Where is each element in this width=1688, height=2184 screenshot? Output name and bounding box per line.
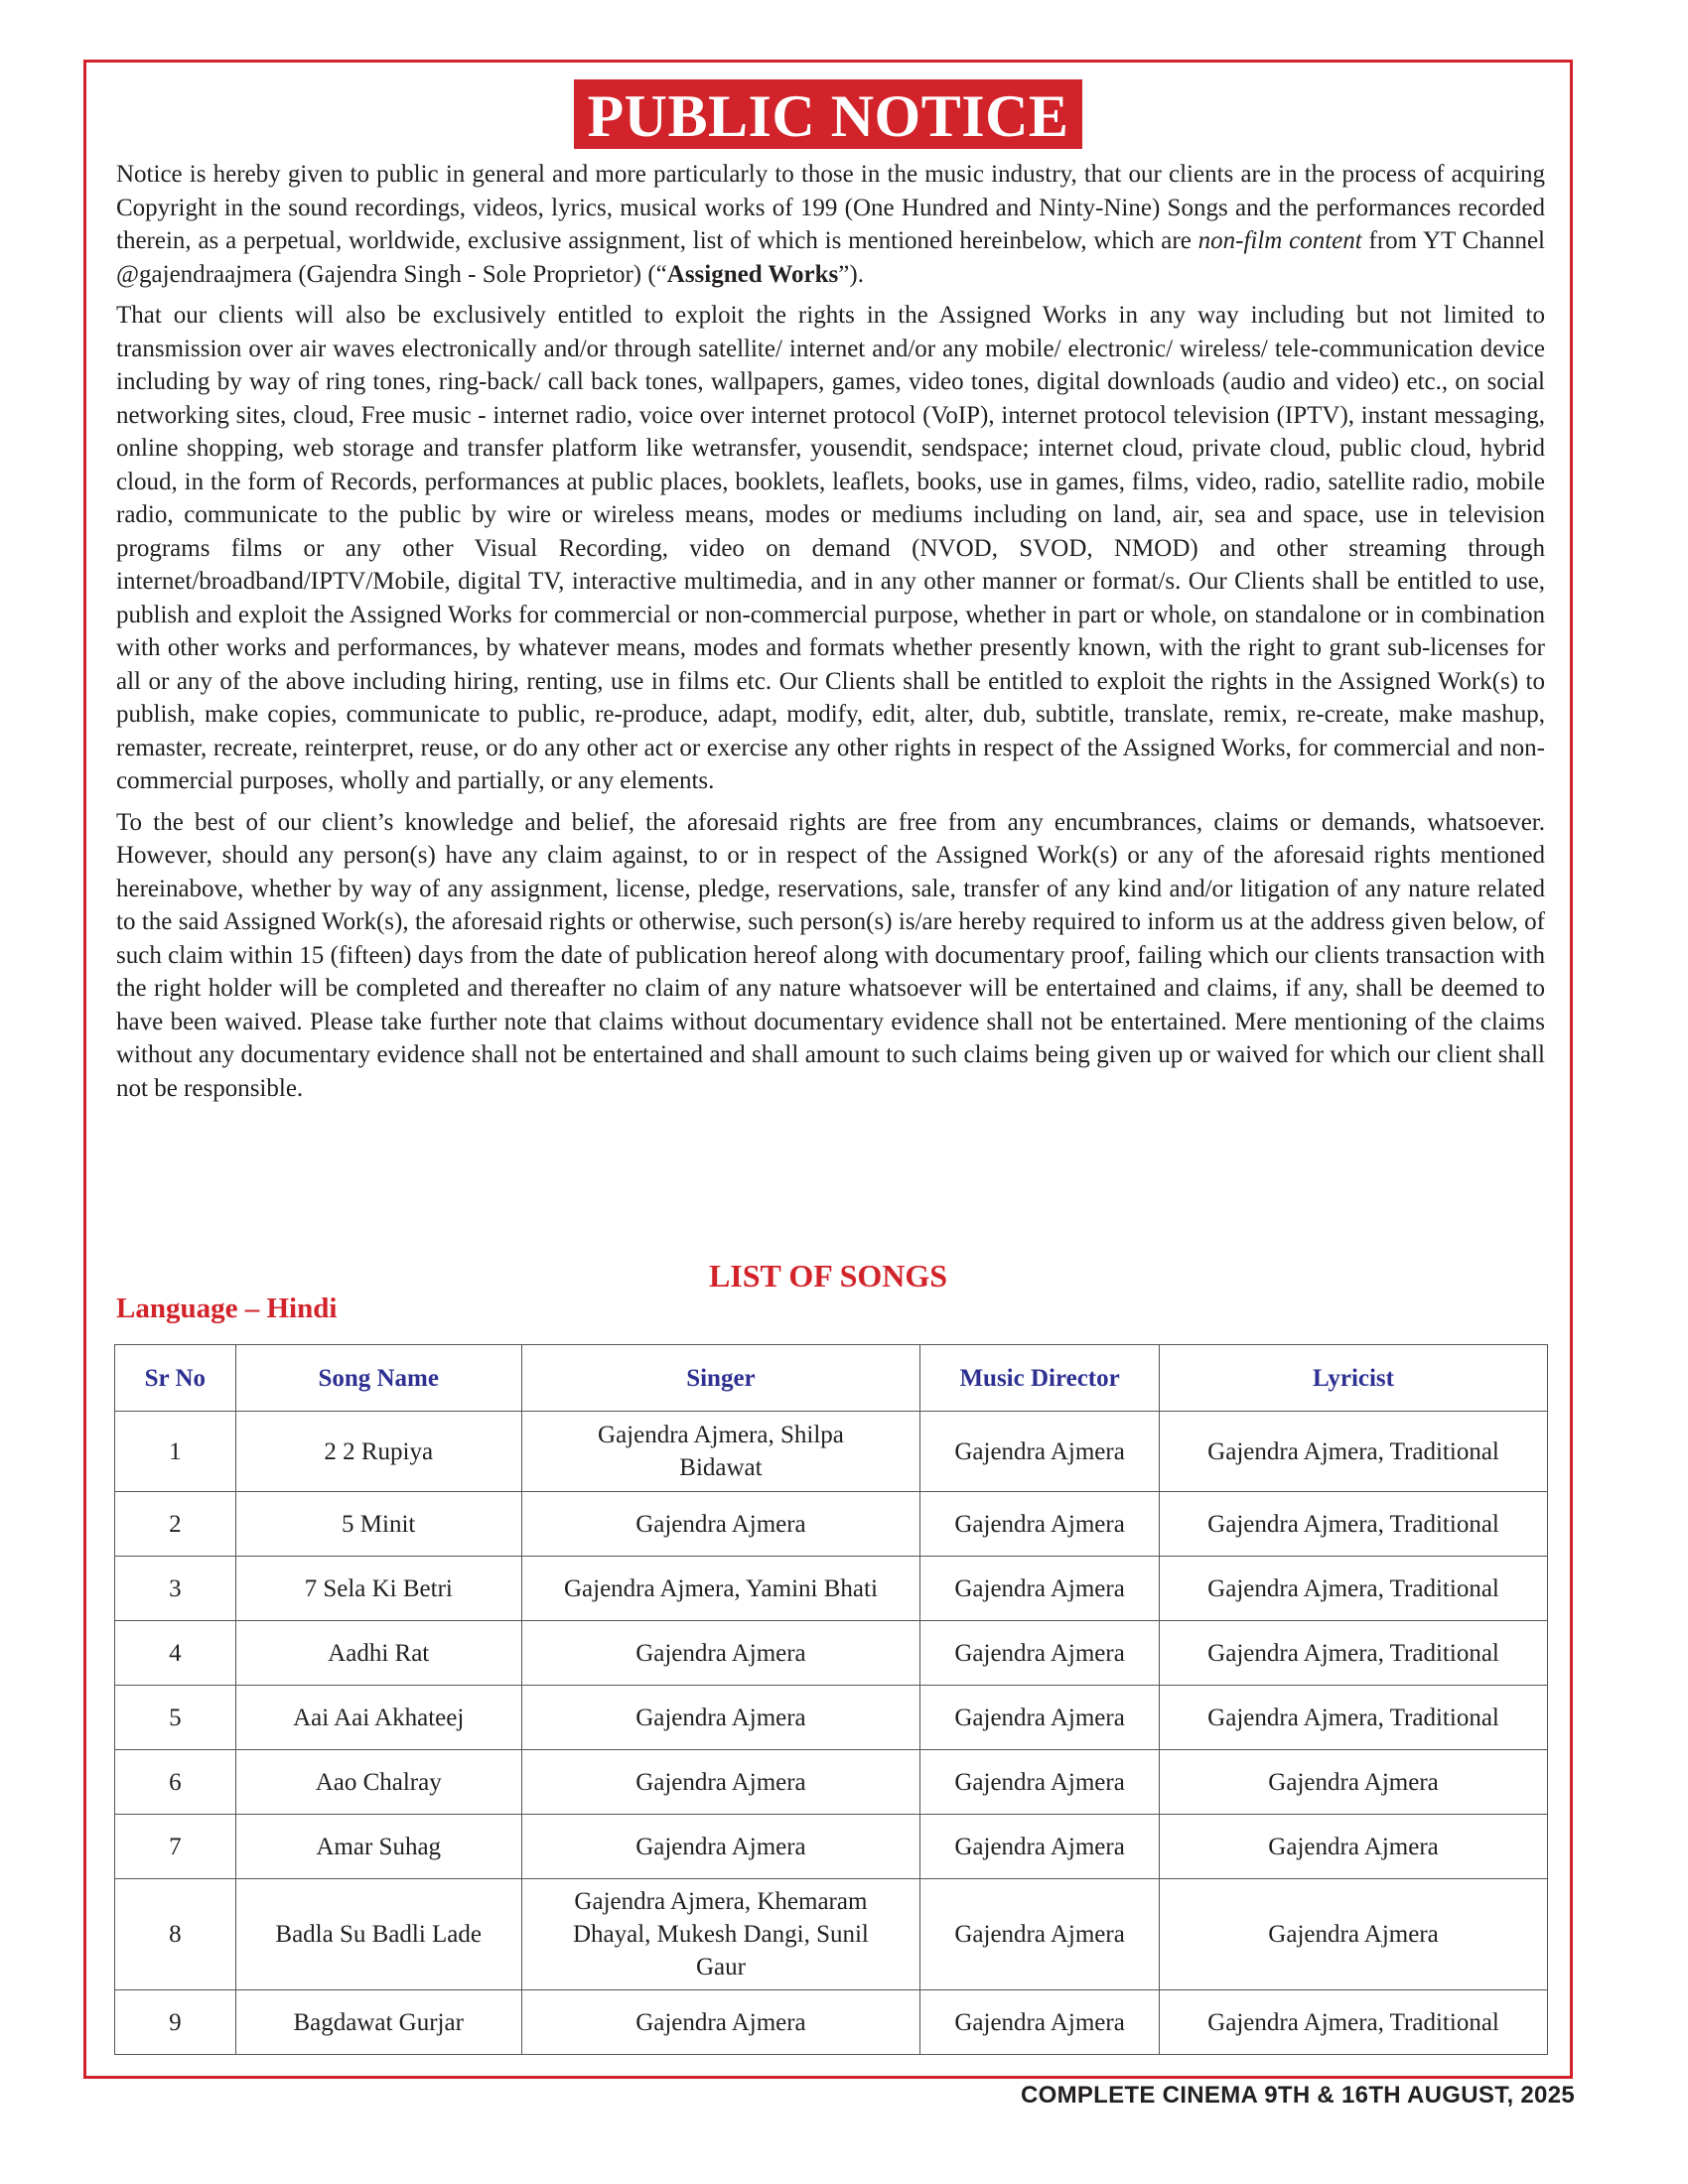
header-singer: Singer	[521, 1345, 919, 1412]
cell-music-director: Gajendra Ajmera	[920, 1621, 1160, 1686]
cell-lyricist: Gajendra Ajmera, Traditional	[1160, 1686, 1548, 1750]
songs-table	[114, 1344, 1548, 2055]
cell-sr-no: 3	[115, 1557, 236, 1621]
table-row	[115, 1815, 1548, 1879]
cell-singer: Gajendra Ajmera	[521, 1492, 919, 1557]
cell-lyricist: Gajendra Ajmera, Traditional	[1160, 1412, 1548, 1492]
cell-music-director: Gajendra Ajmera	[920, 1815, 1160, 1879]
cell-singer: Gajendra Ajmera	[521, 1815, 919, 1879]
cell-lyricist: Gajendra Ajmera, Traditional	[1160, 1492, 1548, 1557]
header-music-director: Music Director	[920, 1345, 1160, 1412]
cell-lyricist: Gajendra Ajmera, Traditional	[1160, 1557, 1548, 1621]
cell-sr-no: 6	[115, 1750, 236, 1815]
cell-song-name: 5 Minit	[235, 1492, 521, 1557]
cell-sr-no: 9	[115, 1990, 236, 2055]
cell-song-name: 7 Sela Ki Betri	[235, 1557, 521, 1621]
header-song-name: Song Name	[235, 1345, 521, 1412]
cell-sr-no: 4	[115, 1621, 236, 1686]
table-row	[115, 1557, 1548, 1621]
table-row	[115, 1879, 1548, 1990]
paragraph-intro: Notice is hereby given to public in general and more particularly to those in the music industry, that our clients are in the process of acquiring Copyright in the sound recordings, videos, lyrics, musical works of 199 (One Hundred and Ninty-Nine) Songs and the performances recorded therein, as a perpetual, worldwide, exclusive assignment, list of which is mentioned hereinbelow, which are non-film content from YT Channel @gajendraajmera (Gajendra Singh - Sole Proprietor) (“Assigned Works”).	[116, 161, 1545, 288]
table-header-row	[115, 1345, 1548, 1412]
table-row	[115, 1990, 1548, 2055]
cell-song-name: Aadhi Rat	[235, 1621, 521, 1686]
header-lyricist: Lyricist	[1160, 1345, 1548, 1412]
cell-sr-no: 7	[115, 1815, 236, 1879]
paragraph-claims: To the best of our client’s knowledge and belief, the aforesaid rights are free from any encumbrances, claims or demands, whatsoever. However, should any person(s) have any claim against, to or in respect of the Assigned Work(s) or any of the aforesaid rights mentioned hereinabove, whether by way of any assignment, license, pledge, reservations, sale, transfer of any kind and/or litigation of any nature related to the said Assigned Work(s), the aforesaid rights or otherwise, such person(s) is/are hereby required to inform us at the address given below, of such claim within 15 (fifteen) days from the date of publication hereof along with documentary proof, failing which our clients transaction with the right holder will be completed and thereafter no claim of any nature whatsoever will be entertained and claims, if any, shall be deemed to have been waived. Please take further note that claims without documentary evidence shall not be entertained. Mere mentioning of the claims without any documentary evidence shall not be entertained and shall amount to such claims being given up or waived for which our client shall not be responsible.	[116, 808, 1545, 1102]
cell-lyricist: Gajendra Ajmera, Traditional	[1160, 1621, 1548, 1686]
cell-sr-no: 5	[115, 1686, 236, 1750]
cell-song-name: 2 2 Rupiya	[235, 1412, 521, 1492]
table-row	[115, 1750, 1548, 1815]
cell-singer: Gajendra Ajmera, Yamini Bhati	[521, 1557, 919, 1621]
table-row	[115, 1492, 1548, 1557]
cell-singer: Gajendra Ajmera	[521, 1686, 919, 1750]
cell-music-director: Gajendra Ajmera	[920, 1686, 1160, 1750]
cell-singer: Gajendra Ajmera	[521, 1990, 919, 2055]
notice-title: PUBLIC NOTICE	[574, 79, 1083, 149]
cell-sr-no: 2	[115, 1492, 236, 1557]
cell-music-director: Gajendra Ajmera	[920, 1492, 1160, 1557]
cell-sr-no: 8	[115, 1879, 236, 1990]
cell-singer: Gajendra Ajmera	[521, 1750, 919, 1815]
cell-song-name: Amar Suhag	[235, 1815, 521, 1879]
table-row	[115, 1686, 1548, 1750]
cell-singer: Gajendra Ajmera	[521, 1621, 919, 1686]
cell-lyricist: Gajendra Ajmera, Traditional	[1160, 1990, 1548, 2055]
notice-body	[116, 158, 1545, 1113]
notice-border	[83, 60, 1573, 2079]
cell-song-name: Aao Chalray	[235, 1750, 521, 1815]
cell-sr-no: 1	[115, 1412, 236, 1492]
cell-lyricist: Gajendra Ajmera	[1160, 1879, 1548, 1990]
cell-music-director: Gajendra Ajmera	[920, 1750, 1160, 1815]
header-sr-no: Sr No	[115, 1345, 236, 1412]
cell-music-director: Gajendra Ajmera	[920, 1879, 1160, 1990]
table-row	[115, 1412, 1548, 1492]
publication-footer: COMPLETE CINEMA 9TH & 16TH AUGUST, 2025	[1020, 2082, 1575, 2109]
cell-music-director: Gajendra Ajmera	[920, 1990, 1160, 2055]
cell-music-director: Gajendra Ajmera	[920, 1557, 1160, 1621]
cell-lyricist: Gajendra Ajmera	[1160, 1815, 1548, 1879]
table-row	[115, 1621, 1548, 1686]
cell-lyricist: Gajendra Ajmera	[1160, 1750, 1548, 1815]
paragraph-rights: That our clients will also be exclusively entitled to exploit the rights in the Assigned Works in any way including but not limited to transmission over air waves electronically and/or through satellite/ internet and/or any mobile/ electronic/ wireless/ tele-communication device including by way of ring tones, ring-back/ call back tones, wallpapers, games, video tones, digital downloads (audio and video) etc., on social networking sites, cloud, Free music - internet radio, voice over internet protocol (VoIP), internet protocol television (IPTV), instant messaging, online shopping, web storage and transfer platform like wetransfer, yousendit, sendspace; internet cloud, private cloud, public cloud, hybrid cloud, in the form of Records, performances at public places, booklets, leaflets, books, use in games, films, video, radio, satellite radio, mobile radio, communicate to the public by wire or wireless means, modes or mediums including on land, air, sea and space, use in television programs films or any other Visual Recording, video on demand (NVOD, SVOD, NMOD) and other streaming through internet/broadband/IPTV/Mobile, digital TV, interactive multimedia, and in any other manner or format/s. Our Clients shall be entitled to use, publish and exploit the Assigned Works for commercial or non-commercial purpose, whether in part or whole, on standalone or in combination with other works and performances, by whatever means, modes and formats whether presently known, with the right to grant sub-licenses for all or any of the above including hiring, renting, use in films etc. Our Clients shall be entitled to exploit the rights in the Assigned Work(s) to publish, make copies, communicate to public, re-produce, adapt, modify, edit, alter, dub, subtitle, translate, remix, re-create, make mashup, remaster, recreate, reinterpret, reuse, or do any other act or exercise any other rights in respect of the Assigned Works, for commercial and non-commercial purposes, wholly and partially, or any elements.	[116, 302, 1545, 794]
list-of-songs-heading: LIST OF SONGS	[708, 1258, 948, 1294]
cell-singer: Gajendra Ajmera, Khemaram Dhayal, Mukesh Dangi, Sunil Gaur	[521, 1879, 919, 1990]
language-label: Language – Hindi	[116, 1293, 338, 1324]
cell-song-name: Aai Aai Akhateej	[235, 1686, 521, 1750]
cell-song-name: Badla Su Badli Lade	[235, 1879, 521, 1990]
cell-music-director: Gajendra Ajmera	[920, 1412, 1160, 1492]
cell-singer: Gajendra Ajmera, Shilpa Bidawat	[521, 1412, 919, 1492]
cell-song-name: Bagdawat Gurjar	[235, 1990, 521, 2055]
